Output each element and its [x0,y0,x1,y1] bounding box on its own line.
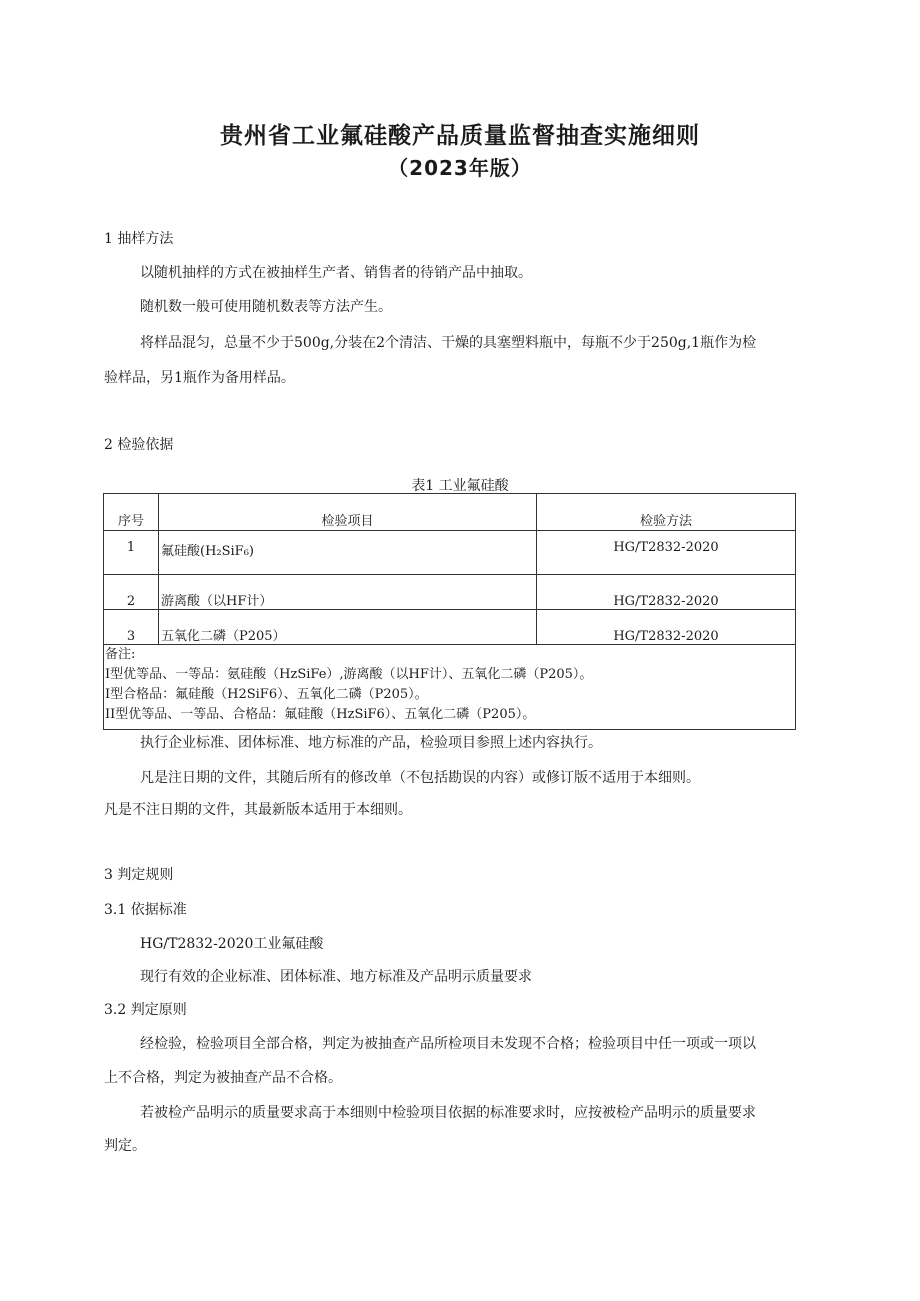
section-1-paragraph-3-line-2: 验样品，另1瓶作为备用样品。 [104,370,295,386]
section-2-paragraph-1: 执行企业标准、团体标准、地方标准的产品，检验项目参照上述内容执行。 [140,735,602,751]
section-3-1-heading: 3.1 依据标准 [104,902,187,918]
section-2-heading: 2 检验依据 [104,437,174,453]
section-3-1-paragraph-1: HG/T2832-2020工业氟硅酸 [140,936,324,952]
row-no: 3 [104,610,159,645]
remark-line: II型优等品、一等品、合格品：氟硅酸（HzSiF6）、五氧化二磷（P205）。 [105,707,536,722]
row-method: HG/T2832-2020 [537,610,796,645]
section-3-2-paragraph-2-line-2: 判定。 [104,1138,146,1154]
inspection-items-table [103,493,796,730]
section-3-2-paragraph-1-line-1: 经检验，检验项目全部合格，判定为被抽查产品所检项目未发现不合格；检验项目中任一项或一项以 [140,1036,756,1052]
header-item: 检验项目 [159,494,537,531]
section-2-paragraph-3: 凡是不注日期的文件，其最新版本适用于本细则。 [104,802,412,818]
remark-label: 备注: [105,647,136,662]
row-method: HG/T2832-2020 [537,575,796,610]
section-1-paragraph-1: 以随机抽样的方式在被抽样生产者、销售者的待销产品中抽取。 [140,265,532,281]
table-remarks-row [104,645,796,730]
row-method: HG/T2832-2020 [537,531,796,575]
section-3-2-paragraph-1-line-2: 上不合格，判定为被抽查产品不合格。 [104,1070,342,1086]
table-header-row [104,494,796,531]
table-remarks [104,645,796,730]
remark-line: I型优等品、一等品：氨硅酸（HzSiFe）,游离酸（以HF计）、五氧化二磷（P205）。 [105,667,593,682]
remark-line: I型合格品：氟硅酸（H2SiF6）、五氧化二磷（P205）。 [105,687,428,702]
document-subtitle: （2023年版） [388,156,532,180]
header-method: 检验方法 [537,494,796,531]
section-2-paragraph-2: 凡是注日期的文件，其随后所有的修改单（不包括勘误的内容）或修订版不适用于本细则。 [140,770,700,786]
row-item: 游离酸（以HF计） [159,575,537,610]
table-row [104,575,796,610]
row-item: 五氧化二磷（P205） [159,610,537,645]
section-3-1-paragraph-2: 现行有效的企业标准、团体标准、地方标准及产品明示质量要求 [140,969,532,985]
row-item: 氟硅酸(H₂SiF₆) [159,531,537,575]
section-3-2-paragraph-2-line-1: 若被检产品明示的质量要求高于本细则中检验项目依据的标准要求时，应按被检产品明示的质量要求 [140,1105,756,1121]
table-row [104,610,796,645]
header-no: 序号 [104,494,159,531]
section-1-heading: 1 抽样方法 [104,231,174,247]
section-3-2-heading: 3.2 判定原则 [104,1002,187,1018]
section-1-paragraph-2: 随机数一般可使用随机数表等方法产生。 [140,299,392,315]
row-no: 1 [104,531,159,575]
table-row [104,531,796,575]
row-no: 2 [104,575,159,610]
table-caption: 表1 工业氟硅酸 [411,478,509,494]
section-1-paragraph-3-line-1: 将样品混匀，总量不少于500g,分装在2个清洁、干燥的具塞塑料瓶中，每瓶不少于250g,1瓶作为检 [140,335,757,351]
section-3-heading: 3 判定规则 [104,867,174,883]
document-title: 贵州省工业氟硅酸产品质量监督抽查实施细则 [220,123,700,149]
